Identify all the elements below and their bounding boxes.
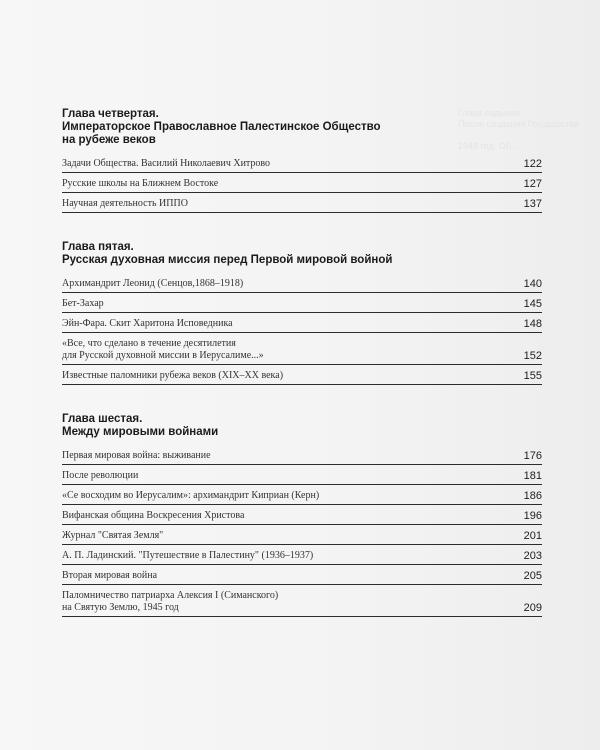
entry-page-number: 209 xyxy=(523,602,542,614)
toc-entry[interactable] xyxy=(62,585,542,617)
entry-page-number: 148 xyxy=(523,318,542,330)
chapter-title: Русская духовная миссия перед Первой мировой войной xyxy=(62,254,393,266)
toc-entry[interactable] xyxy=(62,465,542,485)
toc-entry[interactable] xyxy=(62,565,542,585)
chapter-heading xyxy=(62,413,542,439)
entry-title: «Все, что сделано в течение десятилетия для Русской духовной миссии в Иерусалиме...» xyxy=(62,338,264,361)
toc-entry[interactable] xyxy=(62,365,542,385)
toc-entry[interactable] xyxy=(62,525,542,545)
entry-page-number: 155 xyxy=(523,370,542,382)
table-of-contents xyxy=(62,108,542,645)
entry-title: Русские школы на Ближнем Востоке xyxy=(62,178,219,189)
entry-page-number: 196 xyxy=(523,510,542,522)
entry-title: Журнал "Святая Земля" xyxy=(62,530,164,541)
toc-entry[interactable] xyxy=(62,273,542,293)
toc-entry[interactable] xyxy=(62,485,542,505)
toc-entry[interactable] xyxy=(62,153,542,173)
ghost-line: 1948 год. ОБ... xyxy=(458,141,520,151)
chapter-heading xyxy=(62,241,542,267)
toc-entry[interactable] xyxy=(62,193,542,213)
entry-page-number: 205 xyxy=(523,570,542,582)
entry-page-number: 203 xyxy=(523,550,542,562)
toc-entry[interactable] xyxy=(62,333,542,365)
entry-title: Известные паломники рубежа веков (XIX–XX века) xyxy=(62,370,284,381)
entry-page-number: 137 xyxy=(523,198,542,210)
entry-page-number: 181 xyxy=(523,470,542,482)
toc-entry[interactable] xyxy=(62,313,542,333)
entry-page-number: 176 xyxy=(523,450,542,462)
entry-title: А. П. Ладинский. "Путешествие в Палестину" (1936–1937) xyxy=(62,550,314,561)
entry-title: Задачи Общества. Василий Николаевич Хитрово xyxy=(62,158,271,169)
chapter-heading xyxy=(62,108,542,147)
entry-title: Научная деятельность ИППО xyxy=(62,198,188,209)
entry-page-number: 122 xyxy=(523,158,542,170)
chapter-title: Императорское Православное Палестинское Общество на рубеже веков xyxy=(62,121,381,146)
entry-title: Бет-Захар xyxy=(62,298,104,309)
chapter-label: Глава шестая. xyxy=(62,413,143,425)
chapter-label: Глава четвертая. xyxy=(62,108,159,120)
toc-entry[interactable] xyxy=(62,545,542,565)
toc-entry[interactable] xyxy=(62,173,542,193)
entry-page-number: 140 xyxy=(523,278,542,290)
entry-page-number: 145 xyxy=(523,298,542,310)
toc-entry[interactable] xyxy=(62,445,542,465)
entry-title: Архимандрит Леонид (Сенцов,1868–1918) xyxy=(62,278,244,289)
entry-title: Вторая мировая война xyxy=(62,570,158,581)
toc-entry[interactable] xyxy=(62,293,542,313)
chapter-section xyxy=(62,241,542,385)
chapter-label: Глава пятая. xyxy=(62,241,134,253)
entry-page-number: 201 xyxy=(523,530,542,542)
ghost-line: Глава седьмая. xyxy=(458,108,523,118)
entry-page-number: 127 xyxy=(523,178,542,190)
ghost-line: После создания Государства xyxy=(458,119,580,129)
entry-title: «Се восходим во Иерусалим»: архимандрит Киприан (Керн) xyxy=(62,490,320,501)
entry-page-number: 186 xyxy=(523,490,542,502)
chapter-section xyxy=(62,108,542,213)
entry-title: Паломничество патриарха Алексия I (Симанского) на Святую Землю, 1945 год xyxy=(62,590,279,613)
toc-entry[interactable] xyxy=(62,505,542,525)
chapter-section xyxy=(62,413,542,617)
entry-title: После революции xyxy=(62,470,139,481)
chapter-title: Между мировыми войнами xyxy=(62,426,219,438)
entry-title: Вифанская община Воскресения Христова xyxy=(62,510,245,521)
entry-title: Эйн-Фара. Скит Харитона Исповедника xyxy=(62,318,233,329)
entry-title: Первая мировая война: выживание xyxy=(62,450,211,461)
entry-page-number: 152 xyxy=(523,350,542,362)
